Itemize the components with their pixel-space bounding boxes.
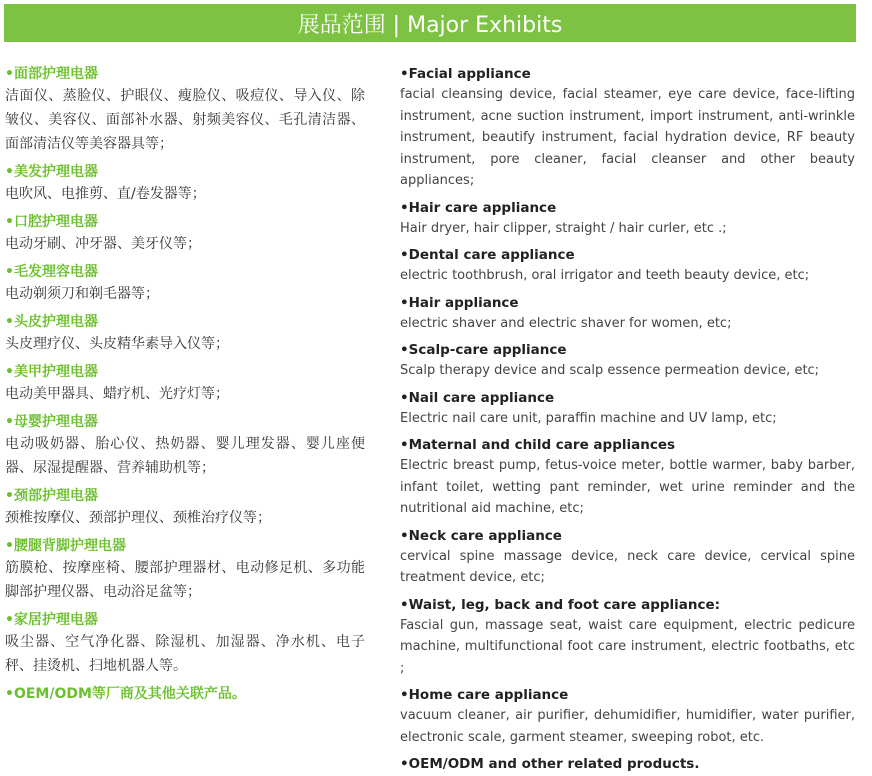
category-description: Electric breast pump, fetus-voice meter, bottle warmer, baby barber, infant toilet, wetting pant reminder, wet urine reminder and the nutritional aid machine, etc; <box>400 458 855 516</box>
list-item <box>5 312 365 356</box>
category-heading: •Waist, leg, back and foot care appliance: <box>400 596 721 613</box>
category-heading: •Dental care appliance <box>400 247 575 263</box>
list-item <box>400 526 855 589</box>
category-description: electric shaver and electric shaver for women, etc; <box>400 315 732 331</box>
category-heading: •Nail care appliance <box>400 389 555 406</box>
category-description: vacuum cleaner, air purifier, dehumidifier, humidifier, water purifier, electronic scale, garment steamer, sweeping robot, etc. <box>400 708 855 745</box>
category-description: 电动吸奶器、胎心仪、热奶器、婴儿理发器、婴儿座便器、尿湿提醒器、营养辅助机等； <box>5 436 365 476</box>
category-heading: •腰腿背脚护理电器 <box>5 538 126 554</box>
list-item <box>5 212 365 256</box>
english-exhibit-list <box>400 64 855 774</box>
category-description: 颈椎按摩仪、颈部护理仪、颈椎治疗仪等； <box>5 510 271 526</box>
category-description: 吸尘器、空气净化器、除湿机、加湿器、净水机、电子秤、挂烫机、扫地机器人等。 <box>5 634 365 674</box>
category-description: 头皮理疗仪、头皮精华素导入仪等； <box>5 336 229 352</box>
category-heading: •颈部护理电器 <box>5 488 98 504</box>
list-item <box>400 293 855 335</box>
list-item <box>400 340 855 382</box>
category-description: facial cleansing device, facial steamer, eye care device, face-lifting instrument, acne suction instrument, import instrument, anti-wrinkle instrument, beautify instrument, facial hydration device, RF beauty instrument, pore cleaner, facial cleanser and other beauty appliances; <box>400 87 855 188</box>
category-heading: •Hair appliance <box>400 294 519 311</box>
chinese-exhibit-list <box>5 64 365 704</box>
category-heading: •Hair care appliance <box>400 199 557 216</box>
category-heading: •面部护理电器 <box>5 66 98 82</box>
category-description: 筋膜枪、按摩座椅、腰部护理器材、电动修足机、多功能脚部护理仪器、电动浴足盆等； <box>5 560 365 600</box>
list-item <box>5 610 365 678</box>
oem-footer-cn: •OEM/ODM等厂商及其他关联产品。 <box>5 686 246 702</box>
list-item <box>5 412 365 480</box>
category-description: 洁面仪、蒸脸仪、护眼仪、瘦脸仪、吸痘仪、导入仪、除皱仪、美容仪、面部补水器、射频美容仪、毛孔清洁器、面部清洁仪等美容器具等； <box>5 88 365 152</box>
category-heading: •美发护理电器 <box>5 164 98 180</box>
category-heading: •口腔护理电器 <box>5 214 98 230</box>
list-item <box>400 388 855 430</box>
category-description: Fascial gun, massage seat, waist care equipment, electric pedicure machine, multifunctional foot care instrument, electric footbaths, etc ; <box>400 617 855 676</box>
category-description: 电动美甲器具、蜡疗机、光疗灯等； <box>5 386 229 402</box>
category-heading: •美甲护理电器 <box>5 364 98 380</box>
category-heading: •Maternal and child care appliances <box>400 437 676 453</box>
list-item <box>400 685 855 748</box>
list-item <box>400 435 855 520</box>
category-description: Electric nail care unit, paraffin machine and UV lamp, etc; <box>400 410 777 426</box>
category-heading: •Home care appliance <box>400 687 569 703</box>
category-heading: •Facial appliance <box>400 66 531 82</box>
list-item <box>5 64 365 156</box>
category-description: Hair dryer, hair clipper, straight / hair curler, etc .; <box>400 220 727 236</box>
oem-footer-en: •OEM/ODM and other related products. <box>400 756 700 772</box>
category-heading: •Scalp-care appliance <box>400 342 567 358</box>
list-item <box>5 262 365 306</box>
category-heading: •母婴护理电器 <box>5 414 98 430</box>
category-description: electric toothbrush, oral irrigator and teeth beauty device, etc; <box>400 268 810 283</box>
category-description: cervical spine massage device, neck care device, cervical spine treatment device, etc; <box>400 548 855 585</box>
category-heading: •头皮护理电器 <box>5 314 98 330</box>
list-item <box>5 536 365 604</box>
category-description: Scalp therapy device and scalp essence permeation device, etc; <box>400 363 820 378</box>
list-item <box>5 362 365 406</box>
list-item <box>5 486 365 530</box>
list-item <box>400 198 855 240</box>
category-heading: •Neck care appliance <box>400 527 562 544</box>
category-description: 电动剃须刀和剃毛器等； <box>5 286 159 302</box>
category-heading: •毛发理容电器 <box>5 264 98 280</box>
page-title: 展品范围 | Major Exhibits <box>297 12 563 38</box>
list-item <box>400 64 855 192</box>
category-description: 电吹风、电推剪、直/卷发器等； <box>5 186 206 202</box>
category-description: 电动牙刷、冲牙器、美牙仪等； <box>5 236 201 252</box>
list-item <box>400 245 855 287</box>
list-item <box>400 595 855 680</box>
list-item <box>5 162 365 206</box>
category-heading: •家居护理电器 <box>5 612 98 628</box>
header-banner <box>4 4 856 42</box>
